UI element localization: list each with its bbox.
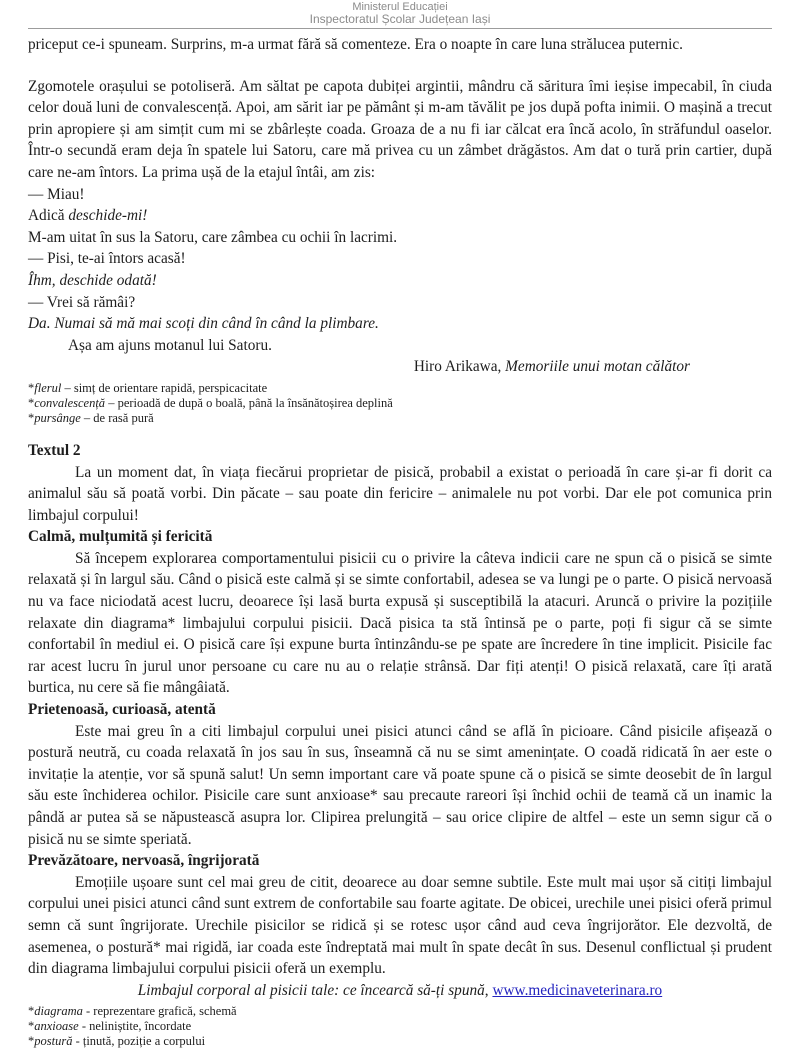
- text2-intro: La un moment dat, în viața fiecărui proprietar de pisică, probabil a existat o perioadă în care și-ar fi dorit ca animalul său să poată vorbi. Din păcate – sau poate din fericire – animalele nu pot vorbi. Dar ele pot comunica prin limbajul corpului!: [28, 463, 772, 524]
- dialogue-line: — Miau!: [28, 185, 85, 203]
- section-heading: Prevăzătoare, nervoasă, îngrijorată: [28, 852, 260, 870]
- footnote: *flerul – simț de orientare rapidă, perspicacitate: [28, 380, 268, 395]
- text1-opening-line: priceput ce-i spuneam. Surprins, m-a urmat fără să comenteze. Era o noapte în care luna strălucea puternic.: [28, 36, 683, 53]
- footnote: *anxioase - neliniștite, încordate: [28, 1019, 192, 1034]
- source-title: Limbajul corporal al pisicii tale: ce încearcă să-ți spună: [137, 981, 485, 999]
- source-separator: ,: [484, 981, 493, 999]
- dialogue-line: Îhm, deschide odată!: [28, 271, 157, 289]
- text2-title: Textul 2: [28, 441, 81, 459]
- section-heading: Calmă, mulțumită și fericită: [28, 528, 213, 546]
- footnote: *diagrama - reprezentare grafică, schemă: [28, 1004, 237, 1019]
- footnote: *pursânge – de rasă pură: [28, 410, 154, 425]
- section-heading: Prietenoasă, curioasă, atentă: [28, 701, 216, 719]
- dialogue-line: — Vrei să rămâi?: [28, 293, 136, 311]
- section-body: Este mai greu în a citi limbajul corpului unei pisici atunci când se află în picioare. Când pisicile afișează o postură neutră, cu coada relaxată în jos sau în sus, înseamnă că nu se simt amenințate. O coadă ridicată în aer este o invitație la atenție, vor să spună salut! Un semn important care vă poate spune că o pisică se simte deosebit de în largul său este închiderea ochilor. Pisicile care sunt anxioase* sau precaute rareori își închid ochii de teamă că un inamic la pândă ar putea să se năpustească asupra lor. Clipirea prelungită – sau orice clipire de altfel – este un semn sigur că o pisică nu se simte speriată.: [28, 722, 772, 848]
- header-inspectorate: Inspectoratul Școlar Județean Iași: [309, 12, 491, 26]
- section-body: Să începem explorarea comportamentului pisicii cu o privire la câteva indicii care ne spun că o pisică se simte relaxată și în largul său. Când o pisică este calmă și se simte confortabil, adesea se va lungi pe o parte. O pisică nervoasă nu va face niciodată acest lucru, deoarece își lasă burta expusă și susceptibilă la atacuri. Aruncă o privire la pozițiile relaxate din diagrama* limbajului corpului pisicii. Dacă pisica ta stă întinsă pe o parte, poți fi sigur că se simte confortabil în mediul ei. O pisică care își expune burta întinzându-se pe spate are încredere în tine implicit. Pisicile fac rar acest lucru în jurul unor persoane cu care nu au o relație strânsă. Dar fiți atenți! O pisică relaxată, care îți arată burtica, nu cere să fie mângâiată.: [28, 549, 772, 697]
- footnote: *postură - ținută, poziție a corpului: [28, 1034, 206, 1049]
- section-body: Emoțiile ușoare sunt cel mai greu de citit, deoarece au doar semne subtile. Este mult mai ușor să citiți limbajul corpului unei pisici atunci când sunt extrem de confortabile sau foarte agitate. De obicei, urechile unei pisici oferă primul semn că sunt îngrijorate. Urechile pisicilor se ridică și se rotesc ușor când aud ceva îngrijorător. Ele dezvoltă, de asemenea, o postură* mai rigidă, iar coada este îndreptată mai mult în spate decât în sus. Desenul conflictual și prudent din diagrama limbajului corpului pisicii oferă un exemplu.: [28, 873, 772, 978]
- text1-attribution: [28, 356, 772, 378]
- dialogue-line: Da. Numai să mă mai scoți din când în când la plimbare.: [28, 315, 379, 333]
- document-header: [28, 2, 772, 29]
- text2-sections: [28, 526, 772, 979]
- footnote: *convalescență – perioadă de după o boală, până la însănătoșirea deplină: [28, 395, 393, 410]
- text2-footnotes: [28, 1004, 772, 1049]
- source-link[interactable]: www.medicinaveterinara.ro: [492, 981, 663, 999]
- dialogue-line: M-am uitat în sus la Satoru, care zâmbea cu ochii în lacrimi.: [28, 228, 398, 246]
- text1-dialogue: [28, 184, 772, 335]
- attribution-book-title: Memoriile unui motan călător: [505, 358, 690, 376]
- text2-source-line: [28, 980, 772, 1002]
- text1-paragraph: Zgomotele orașului se potoliseră. Am săltat pe capota dubiței argintii, mândru că săritura îmi ieșise impecabil, în ciuda celor două luni de convalescență. Apoi, am sărit iar pe pământ și m-am tăvălit pe jos după pofta inimii. O mașină a trecut prin apropiere și am simțit cum mi se zbârlește coada. Groaza de a nu fi iar călcat era încă acolo, în străfundul oaselor. Într-o secundă eram deja în spatele lui Satoru, care mă privea cu un zâmbet drăgăstos. Am dat o tură prin cartier, după care ne-am întors. La prima ușă de la etajul întâi, am zis:: [28, 77, 772, 181]
- dialogue-line: Adică deschide-mi!: [28, 207, 148, 225]
- attribution-author: Hiro Arikawa,: [413, 358, 506, 376]
- text1-closing-line: Așa am ajuns motanul lui Satoru.: [68, 336, 272, 354]
- text1-footnotes: [28, 381, 772, 426]
- header-ministry: Ministerul Educației: [352, 1, 448, 13]
- dialogue-line: — Pisi, te-ai întors acasă!: [28, 250, 186, 268]
